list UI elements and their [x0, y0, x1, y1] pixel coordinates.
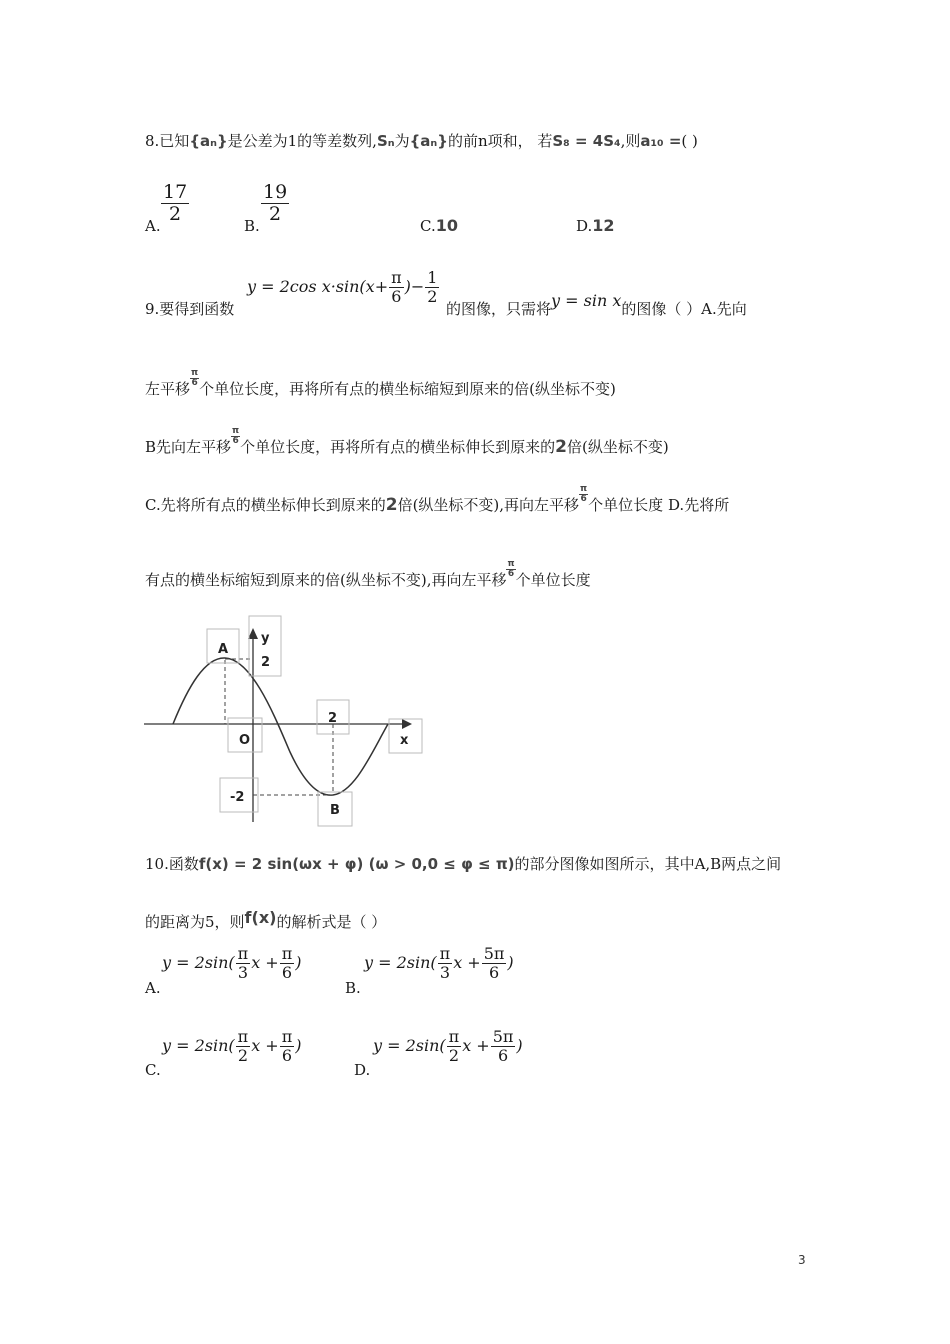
frac-den: 6 [281, 1046, 293, 1065]
option-label: C. [420, 217, 436, 235]
q10-option-d-formula [373, 1029, 523, 1064]
frac-num: 19 [263, 181, 288, 203]
q9-function-formula [247, 270, 440, 305]
q9-option-a-line [145, 367, 616, 400]
q10-option-c-formula [162, 1029, 301, 1064]
q9-text: 倍(纵坐标不变),再向左平移 [397, 496, 580, 514]
frac-num: π [439, 944, 451, 963]
factor-two: 2 [385, 495, 398, 515]
formula-part: ) [516, 1036, 523, 1055]
q10-option-d-label [354, 1060, 370, 1080]
option-label: D. [576, 217, 593, 235]
origin-label: O [239, 733, 251, 748]
q9-text: C.先将所有点的横坐标伸长到原来的 [145, 496, 386, 514]
q8-text: 的前n项和， 若 [447, 132, 553, 150]
frac-den: 2 [448, 1046, 460, 1065]
q8-condition: S₈ = 4S₄ [552, 132, 621, 150]
formula-part: ) [507, 953, 514, 972]
formula-part: x + [453, 953, 481, 972]
option-value: 10 [435, 216, 458, 235]
frac-den: 6 [497, 1046, 509, 1065]
q10-text: 的部分图像如图所示， [514, 855, 665, 873]
q9-line1-rest [446, 291, 747, 319]
pi-over-6 [506, 560, 515, 579]
q10-line1 [145, 854, 781, 874]
sine-curve [173, 658, 388, 795]
frac-den: 6 [281, 963, 293, 982]
frac-num: 17 [163, 181, 188, 203]
y-min-label: -2 [230, 790, 245, 805]
pi-over-6 [231, 427, 240, 446]
frac-num: π [281, 944, 293, 963]
q9-text: 有点的横坐标缩短到原来的倍(纵坐标不变),再向左平移 [145, 571, 507, 589]
frac-num: π [507, 558, 515, 569]
pi-over-6 [579, 485, 588, 504]
q10-option-a-label [145, 978, 161, 998]
q9-text: 左平移 [145, 380, 191, 398]
frac-num: π [281, 1027, 293, 1046]
q10-text: 的距离为5，则 [145, 913, 245, 931]
q8-option-a-frac [160, 183, 190, 224]
q9-text: B先向左平移 [145, 438, 232, 456]
q8-option-b [244, 216, 260, 236]
q9-text: 9.要得到函数 [145, 300, 235, 318]
q9-text: 个单位长度，再将所有点的横坐标缩短到原来的倍(纵坐标不变) [199, 380, 616, 398]
q8-text: 是公差为1的等差数列, [227, 132, 377, 150]
q8-option-c [420, 216, 458, 236]
frac-num: π [232, 425, 240, 436]
frac-den: 6 [507, 568, 515, 579]
frac-num: π [448, 1027, 460, 1046]
q8-seq-an: {aₙ} [409, 132, 448, 150]
frac-den: 6 [580, 493, 587, 504]
option-label: A. [145, 217, 161, 235]
q8-sn: Sₙ [376, 132, 395, 150]
factor-two: 2 [555, 437, 568, 457]
q9-option-b-line [145, 425, 669, 458]
option-label: C. [145, 1061, 161, 1079]
q9-sin-formula: y = sin x [551, 291, 622, 310]
frac-den: 2 [237, 1046, 249, 1065]
formula-part: y = 2sin( [373, 1036, 446, 1055]
q10-option-b-label [345, 978, 361, 998]
x-axis-arrow [402, 719, 412, 729]
x-tick-label: 2 [328, 711, 338, 726]
frac-den: 2 [269, 203, 282, 225]
q9-text: 个单位长度，再将所有点的横坐标伸长到原来的 [240, 438, 556, 456]
q10-option-a-formula [162, 946, 301, 981]
q8-seq-an: {aₙ} [189, 132, 228, 150]
q8-option-b-frac [260, 183, 290, 224]
q9-option-c-line [145, 483, 730, 516]
frac-den: 6 [232, 435, 239, 446]
formula-part: ) [295, 953, 302, 972]
frac-den: 3 [237, 963, 249, 982]
frac-num: 1 [427, 268, 438, 287]
x-axis-label: x [400, 733, 409, 748]
formula-part: x + [251, 1036, 279, 1055]
formula-part: y = 2cos x·sin(x+ [247, 277, 389, 296]
y-max-label: 2 [261, 655, 271, 670]
q9-prefix [145, 299, 234, 319]
frac-num: π [391, 268, 402, 287]
q8-text: 8.已知 [145, 132, 190, 150]
frac-den: 3 [439, 963, 451, 982]
q10-fx: f(x) [244, 908, 277, 927]
y-axis-label: y [261, 631, 270, 646]
q10-function: f(x) = 2 sin(ωx + φ) (ω > 0,0 ≤ φ ≤ π) [198, 855, 515, 873]
formula-part: y = 2sin( [364, 953, 437, 972]
point-a-label: A [218, 642, 229, 657]
q10-option-c-label [145, 1060, 161, 1080]
sine-graph [140, 612, 430, 830]
option-label: D. [354, 1061, 371, 1079]
q9-option-d-line [145, 558, 591, 591]
formula-part: y = 2sin( [162, 953, 235, 972]
q8-option-d [576, 216, 615, 236]
option-label: A. [145, 979, 161, 997]
q10-line2 [145, 908, 387, 932]
frac-num: π [237, 1027, 249, 1046]
q8-a10: a₁₀ = [640, 132, 682, 150]
q8-text: ,则 [620, 132, 641, 150]
frac-den: 2 [169, 203, 182, 225]
frac-den: 2 [427, 287, 438, 306]
q9-text: 的图像，只需将 [446, 300, 552, 318]
frac-den: 6 [488, 963, 500, 982]
option-label: B. [244, 217, 260, 235]
q10-text: 10.函数 [145, 855, 199, 873]
page-number: 3 [798, 1253, 806, 1267]
point-b-label: B [330, 803, 340, 818]
q10-option-b-formula [364, 946, 514, 981]
frac-num: π [580, 483, 588, 494]
frac-num: π [237, 944, 249, 963]
frac-num: 5π [483, 944, 505, 963]
q9-text: 倍(纵坐标不变) [567, 438, 669, 456]
q8-text: 为 [394, 132, 410, 150]
formula-part: ) [295, 1036, 302, 1055]
frac-num: 5π [492, 1027, 514, 1046]
q9-text: 个单位长度 [515, 571, 591, 589]
q10-text: 其中A,B两点之间 [664, 855, 782, 873]
q8-answer-blank: ( ) [681, 132, 698, 150]
formula-part: x + [251, 953, 279, 972]
formula-part: )− [404, 277, 425, 296]
formula-part: y = 2sin( [162, 1036, 235, 1055]
q8-line [145, 131, 698, 151]
pi-over-6 [190, 369, 199, 388]
q8-option-a [145, 216, 161, 236]
frac-den: 6 [191, 377, 198, 388]
frac-num: π [191, 367, 199, 378]
q9-text: 的图像（ ）A.先向 [621, 300, 747, 318]
option-value: 12 [592, 216, 615, 235]
formula-part: x + [462, 1036, 490, 1055]
option-label: B. [345, 979, 361, 997]
frac-den: 6 [391, 287, 402, 306]
q10-text: 的解析式是（ ） [276, 913, 387, 931]
q9-text: 个单位长度 D.先将所 [588, 496, 730, 514]
